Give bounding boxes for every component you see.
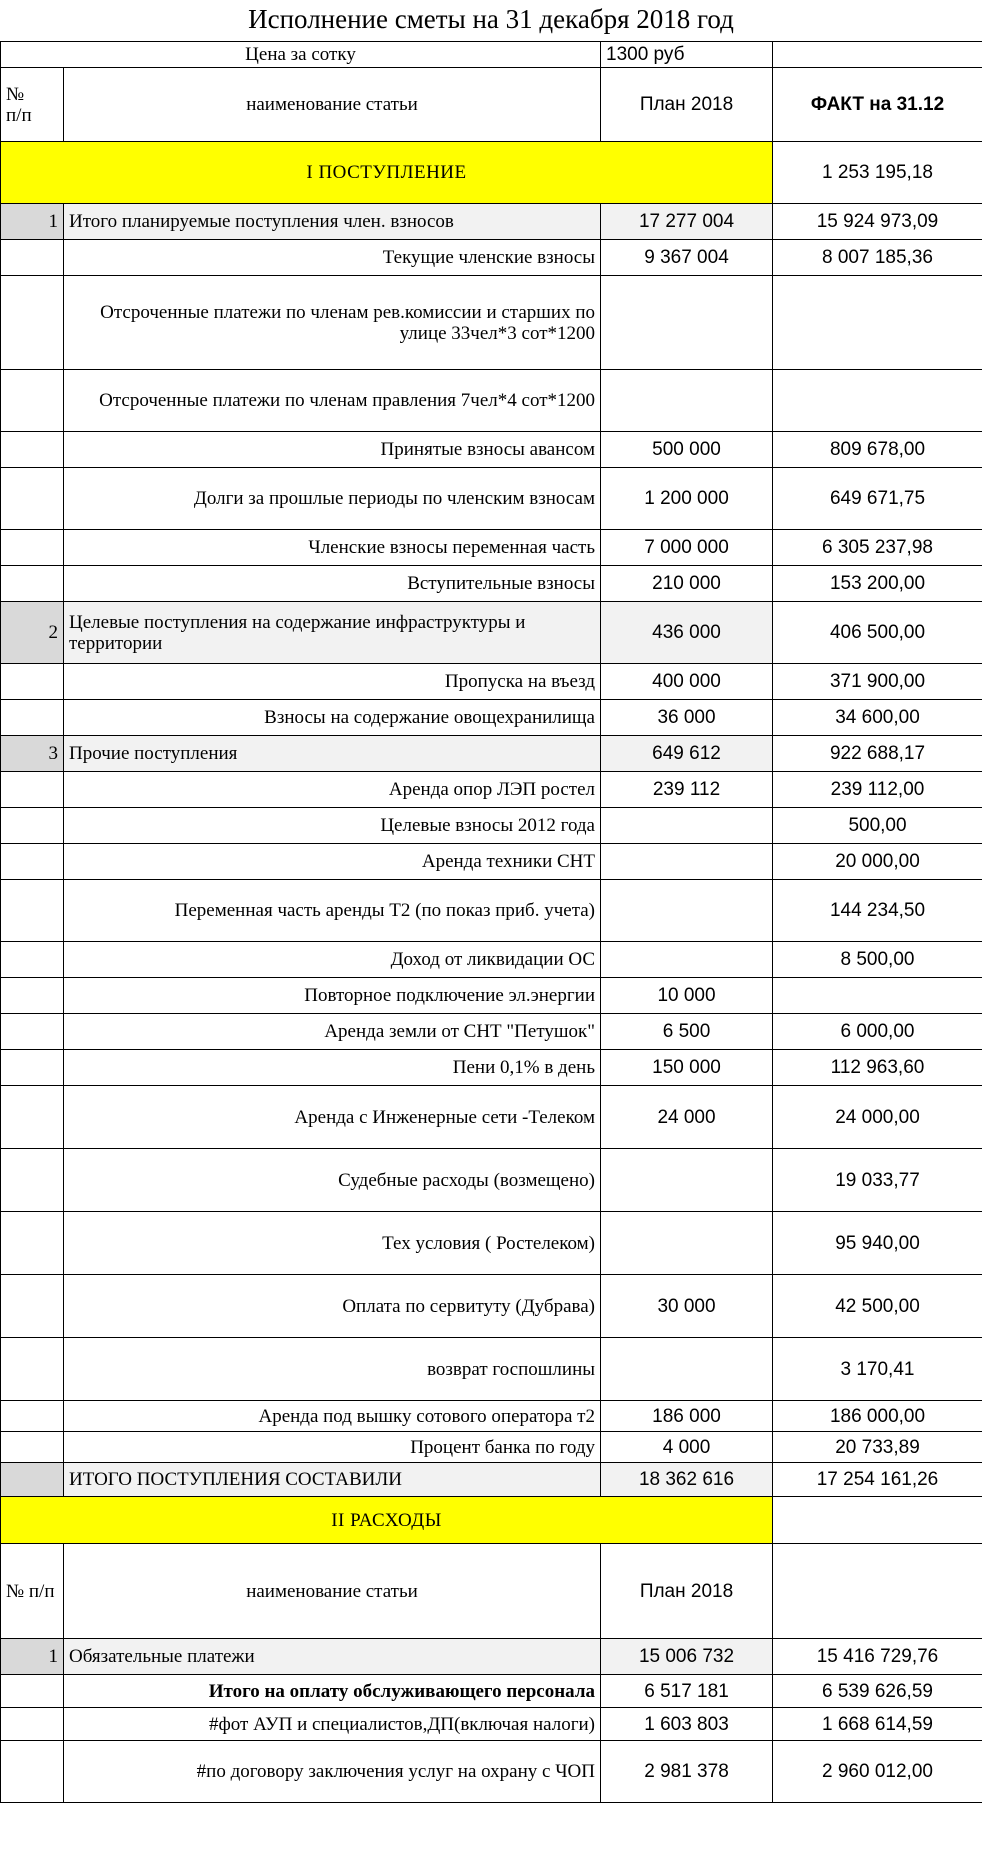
row-fact-cell: 3 170,41 bbox=[773, 1338, 982, 1401]
table-body bbox=[1, 42, 982, 1803]
income-total-fact: 17 254 161,26 bbox=[773, 1463, 982, 1497]
table-row bbox=[1, 204, 982, 240]
row-name-cell: Переменная часть аренды Т2 (по показ приб. учета) bbox=[64, 880, 601, 942]
table-row bbox=[1, 978, 982, 1014]
table-row bbox=[1, 700, 982, 736]
row-name-cell: Отсроченные платежи по членам рев.комиссии и старших по улице 33чел*3 сот*1200 bbox=[64, 276, 601, 370]
row-fact-cell: 15 416 729,76 bbox=[773, 1639, 982, 1675]
row-fact-cell: 809 678,00 bbox=[773, 432, 982, 468]
table-row bbox=[1, 844, 982, 880]
table-row bbox=[1, 1212, 982, 1275]
row-name-cell: Доход от ликвидации ОС bbox=[64, 942, 601, 978]
table-row bbox=[1, 664, 982, 700]
row-name-cell: Целевые поступления на содержание инфраструктуры и территории bbox=[64, 602, 601, 664]
row-plan-cell: 30 000 bbox=[601, 1275, 773, 1338]
row-plan-cell: 1 603 803 bbox=[601, 1708, 773, 1741]
row-plan-cell: 4 000 bbox=[601, 1432, 773, 1463]
row-fact-cell bbox=[773, 978, 982, 1014]
table-row bbox=[1, 1432, 982, 1463]
row-number-cell bbox=[1, 370, 64, 432]
row-number-cell bbox=[1, 468, 64, 530]
page-title: Исполнение сметы на 31 декабря 2018 год bbox=[248, 4, 734, 34]
table-row bbox=[1, 468, 982, 530]
row-name-cell: Аренда опор ЛЭП ростел bbox=[64, 772, 601, 808]
row-fact-cell: 239 112,00 bbox=[773, 772, 982, 808]
row-plan-cell bbox=[601, 1338, 773, 1401]
table-row bbox=[1, 1275, 982, 1338]
row-plan-cell: 24 000 bbox=[601, 1086, 773, 1149]
row-fact-cell: 406 500,00 bbox=[773, 602, 982, 664]
row-number-cell bbox=[1, 772, 64, 808]
section-income-row bbox=[1, 142, 982, 204]
row-name-cell: Принятые взносы авансом bbox=[64, 432, 601, 468]
row-plan-cell: 649 612 bbox=[601, 736, 773, 772]
row-fact-cell bbox=[773, 276, 982, 370]
row-name-cell: Процент банка по году bbox=[64, 1432, 601, 1463]
table-row bbox=[1, 530, 982, 566]
row-name-cell: Тех условия ( Ростелеком) bbox=[64, 1212, 601, 1275]
header-col-name: наименование статьи bbox=[64, 68, 601, 142]
row-fact-cell: 8 007 185,36 bbox=[773, 240, 982, 276]
row-fact-cell: 19 033,77 bbox=[773, 1149, 982, 1212]
table-row bbox=[1, 1639, 982, 1675]
row-fact-cell: 8 500,00 bbox=[773, 942, 982, 978]
income-total-plan: 18 362 616 bbox=[601, 1463, 773, 1497]
row-number-cell bbox=[1, 1675, 64, 1708]
table-row bbox=[1, 942, 982, 978]
row-name-cell: Пропуска на въезд bbox=[64, 664, 601, 700]
row-name-cell: Взносы на содержание овощехранилища bbox=[64, 700, 601, 736]
expense-header-row bbox=[1, 1544, 982, 1639]
row-fact-cell: 2 960 012,00 bbox=[773, 1741, 982, 1803]
row-name-cell: возврат госпошлины bbox=[64, 1338, 601, 1401]
row-plan-cell: 186 000 bbox=[601, 1401, 773, 1432]
row-name-cell: #фот АУП и специалистов,ДП(включая налоги) bbox=[64, 1708, 601, 1741]
table-row bbox=[1, 602, 982, 664]
table-row bbox=[1, 1050, 982, 1086]
table-row bbox=[1, 1086, 982, 1149]
row-plan-cell: 400 000 bbox=[601, 664, 773, 700]
table-row bbox=[1, 1014, 982, 1050]
row-name-cell: Отсроченные платежи по членам правления 7чел*4 сот*1200 bbox=[64, 370, 601, 432]
table-row bbox=[1, 566, 982, 602]
table-row bbox=[1, 276, 982, 370]
row-plan-cell: 239 112 bbox=[601, 772, 773, 808]
expense-header-col-num: № п/п bbox=[1, 1544, 64, 1639]
row-plan-cell bbox=[601, 808, 773, 844]
row-fact-cell: 186 000,00 bbox=[773, 1401, 982, 1432]
row-plan-cell: 150 000 bbox=[601, 1050, 773, 1086]
row-number-cell bbox=[1, 1149, 64, 1212]
expense-header-col-name: наименование статьи bbox=[64, 1544, 601, 1639]
row-fact-cell: 42 500,00 bbox=[773, 1275, 982, 1338]
row-fact-cell: 922 688,17 bbox=[773, 736, 982, 772]
row-fact-cell: 6 000,00 bbox=[773, 1014, 982, 1050]
table-row bbox=[1, 808, 982, 844]
row-number-cell bbox=[1, 1086, 64, 1149]
row-plan-cell bbox=[601, 276, 773, 370]
row-plan-cell: 436 000 bbox=[601, 602, 773, 664]
header-col-num-line2: п/п bbox=[6, 104, 32, 126]
header-col-num-line1: № bbox=[6, 83, 25, 105]
row-name-cell: Аренда земли от СНТ "Петушок" bbox=[64, 1014, 601, 1050]
table-row bbox=[1, 1149, 982, 1212]
row-number-cell bbox=[1, 276, 64, 370]
row-name-cell: Оплата по сервитуту (Дубрава) bbox=[64, 1275, 601, 1338]
row-number-cell bbox=[1, 1741, 64, 1803]
row-name-cell: Пени 0,1% в день bbox=[64, 1050, 601, 1086]
row-fact-cell: 34 600,00 bbox=[773, 700, 982, 736]
section-income-label: I ПОСТУПЛЕНИЕ bbox=[1, 142, 773, 204]
row-number-cell: 2 bbox=[1, 602, 64, 664]
table-row bbox=[1, 880, 982, 942]
row-fact-cell: 371 900,00 bbox=[773, 664, 982, 700]
row-number-cell bbox=[1, 1432, 64, 1463]
expense-header-col-fact bbox=[773, 1544, 982, 1639]
row-number-cell bbox=[1, 1212, 64, 1275]
budget-table bbox=[0, 41, 982, 1803]
row-fact-cell: 649 671,75 bbox=[773, 468, 982, 530]
row-plan-cell: 15 006 732 bbox=[601, 1639, 773, 1675]
row-name-cell: Целевые взносы 2012 года bbox=[64, 808, 601, 844]
row-plan-cell: 10 000 bbox=[601, 978, 773, 1014]
row-name-cell: Аренда под вышку сотового оператора т2 bbox=[64, 1401, 601, 1432]
row-plan-cell bbox=[601, 880, 773, 942]
table-row bbox=[1, 772, 982, 808]
income-total-num bbox=[1, 1463, 64, 1497]
expense-header-col-plan: План 2018 bbox=[601, 1544, 773, 1639]
row-plan-cell: 210 000 bbox=[601, 566, 773, 602]
header-col-fact: ФАКТ на 31.12 bbox=[773, 68, 982, 142]
row-plan-cell: 6 517 181 bbox=[601, 1675, 773, 1708]
row-name-cell: Обязательные платежи bbox=[64, 1639, 601, 1675]
income-total-row bbox=[1, 1463, 982, 1497]
row-number-cell bbox=[1, 530, 64, 566]
row-number-cell bbox=[1, 700, 64, 736]
row-number-cell bbox=[1, 566, 64, 602]
row-fact-cell: 20 000,00 bbox=[773, 844, 982, 880]
table-row bbox=[1, 1708, 982, 1741]
row-number-cell bbox=[1, 1338, 64, 1401]
header-col-plan: План 2018 bbox=[601, 68, 773, 142]
row-number-cell bbox=[1, 1050, 64, 1086]
row-fact-cell: 112 963,60 bbox=[773, 1050, 982, 1086]
price-empty-cell bbox=[773, 42, 982, 68]
row-fact-cell bbox=[773, 370, 982, 432]
table-row bbox=[1, 370, 982, 432]
section-expense-fact bbox=[773, 1497, 982, 1544]
row-name-cell: Итого планируемые поступления член. взносов bbox=[64, 204, 601, 240]
row-number-cell bbox=[1, 880, 64, 942]
table-row bbox=[1, 1338, 982, 1401]
row-name-cell: Прочие поступления bbox=[64, 736, 601, 772]
table-row bbox=[1, 240, 982, 276]
row-name-cell: Членские взносы переменная часть bbox=[64, 530, 601, 566]
row-number-cell: 1 bbox=[1, 1639, 64, 1675]
row-plan-cell: 7 000 000 bbox=[601, 530, 773, 566]
row-fact-cell: 500,00 bbox=[773, 808, 982, 844]
row-number-cell bbox=[1, 978, 64, 1014]
column-header-row bbox=[1, 68, 982, 142]
row-number-cell bbox=[1, 844, 64, 880]
row-fact-cell: 15 924 973,09 bbox=[773, 204, 982, 240]
row-fact-cell: 20 733,89 bbox=[773, 1432, 982, 1463]
row-plan-cell: 36 000 bbox=[601, 700, 773, 736]
row-plan-cell bbox=[601, 1212, 773, 1275]
row-name-cell: Вступительные взносы bbox=[64, 566, 601, 602]
table-row bbox=[1, 432, 982, 468]
price-label-cell: Цена за сотку bbox=[1, 42, 601, 68]
row-number-cell: 1 bbox=[1, 204, 64, 240]
row-name-cell: Итого на оплату обслуживающего персонала bbox=[64, 1675, 601, 1708]
table-row bbox=[1, 1401, 982, 1432]
row-fact-cell: 1 668 614,59 bbox=[773, 1708, 982, 1741]
row-fact-cell: 144 234,50 bbox=[773, 880, 982, 942]
row-number-cell bbox=[1, 1401, 64, 1432]
row-number-cell bbox=[1, 240, 64, 276]
row-number-cell bbox=[1, 1014, 64, 1050]
price-value-cell: 1300 руб bbox=[601, 42, 773, 68]
row-plan-cell bbox=[601, 1149, 773, 1212]
row-plan-cell: 500 000 bbox=[601, 432, 773, 468]
table-row bbox=[1, 1741, 982, 1803]
row-name-cell: Аренда техники СНТ bbox=[64, 844, 601, 880]
row-name-cell: Долги за прошлые периоды по членским взносам bbox=[64, 468, 601, 530]
section-expense-row bbox=[1, 1497, 982, 1544]
section-income-fact: 1 253 195,18 bbox=[773, 142, 982, 204]
row-name-cell: #по договору заключения услуг на охрану с ЧОП bbox=[64, 1741, 601, 1803]
row-number-cell bbox=[1, 664, 64, 700]
row-plan-cell: 9 367 004 bbox=[601, 240, 773, 276]
row-number-cell: 3 bbox=[1, 736, 64, 772]
price-header-row bbox=[1, 42, 982, 68]
row-plan-cell: 2 981 378 bbox=[601, 1741, 773, 1803]
row-fact-cell: 24 000,00 bbox=[773, 1086, 982, 1149]
row-plan-cell: 1 200 000 bbox=[601, 468, 773, 530]
row-fact-cell: 95 940,00 bbox=[773, 1212, 982, 1275]
row-plan-cell: 17 277 004 bbox=[601, 204, 773, 240]
income-total-name: ИТОГО ПОСТУПЛЕНИЯ СОСТАВИЛИ bbox=[64, 1463, 601, 1497]
header-col-num bbox=[1, 68, 64, 142]
row-number-cell bbox=[1, 942, 64, 978]
row-number-cell bbox=[1, 1275, 64, 1338]
row-number-cell bbox=[1, 808, 64, 844]
row-plan-cell: 6 500 bbox=[601, 1014, 773, 1050]
row-name-cell: Судебные расходы (возмещено) bbox=[64, 1149, 601, 1212]
row-fact-cell: 6 305 237,98 bbox=[773, 530, 982, 566]
row-plan-cell bbox=[601, 370, 773, 432]
table-row bbox=[1, 1675, 982, 1708]
row-fact-cell: 153 200,00 bbox=[773, 566, 982, 602]
row-name-cell: Повторное подключение эл.энергии bbox=[64, 978, 601, 1014]
row-fact-cell: 6 539 626,59 bbox=[773, 1675, 982, 1708]
table-row bbox=[1, 736, 982, 772]
row-number-cell bbox=[1, 1708, 64, 1741]
row-number-cell bbox=[1, 432, 64, 468]
section-expense-label: II РАСХОДЫ bbox=[1, 1497, 773, 1544]
row-name-cell: Аренда с Инженерные сети -Телеком bbox=[64, 1086, 601, 1149]
row-name-cell: Текущие членские взносы bbox=[64, 240, 601, 276]
row-plan-cell bbox=[601, 844, 773, 880]
row-plan-cell bbox=[601, 942, 773, 978]
